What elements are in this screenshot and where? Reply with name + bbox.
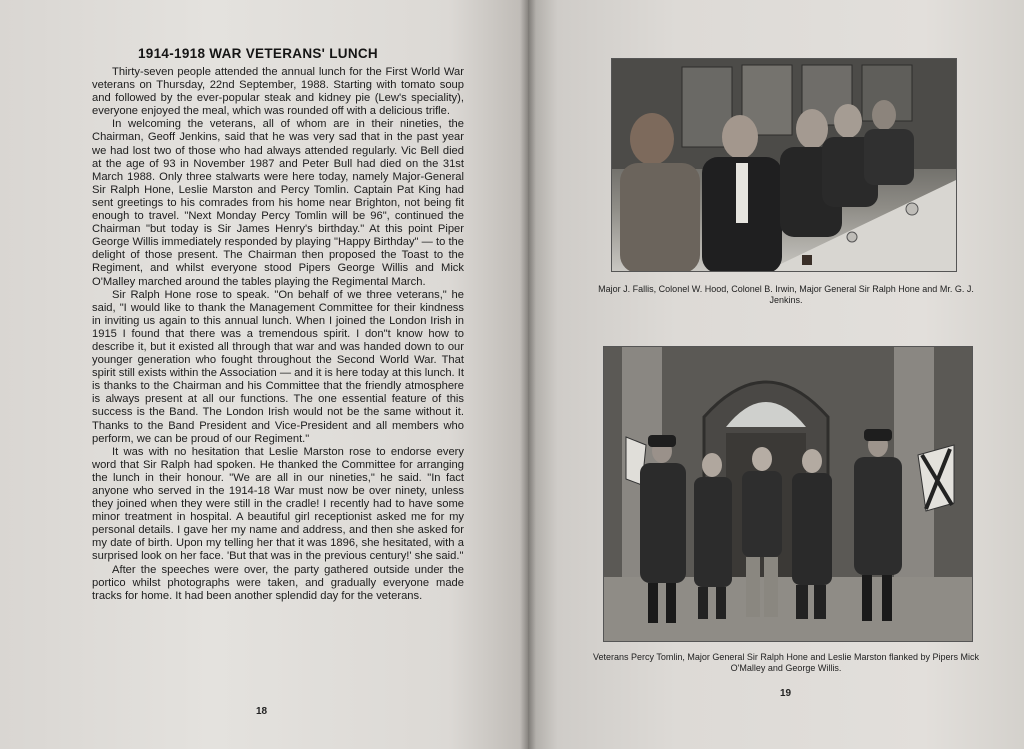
caption-lunch-photo: Major J. Fallis, Colonel W. Hood, Colonel B. Irwin, Major General Sir Ralph Hone and Mr. G. J. Jenkins.	[598, 284, 974, 305]
paragraph-3: Sir Ralph Hone rose to speak. "On behalf of we three veterans," he said, "I would like to thank the Management Committee for their kindness in inviting us again to this annual lunch. When I joined the London Irish in 1915 I found that there was a tremendous spirit. I don"t know how to describe it, but it existed all through that war and was handed down to our younger generation who fought throughout the Second World War. That spirit still exists within the Association — and it is here today at this lunch. It is thanks to the Chairman and his Committee that the friendly atmosphere is always present at all our functions. The one essential feature of this success is the Band. The London Irish would not be the same without it. Thanks to the Band President and Vice-President and all members who perform, we can be proud of our Regiment."	[92, 288, 464, 445]
paragraph-5: After the speeches were over, the party gathered outside under the portico whilst photographs were taken, and gradually everyone made tracks for home. It had been another splendid day for the veterans.	[92, 563, 464, 602]
paragraph-4: It was with no hesitation that Leslie Marston rose to endorse every word that Sir Ralph had spoken. He thanked the Committee for arranging the lunch in their honour. "We are all in our nineties," he said. "In fact anyone who served in the 1914-18 War must now be over ninety, unless they joined when they were still in the cradle! I recently had to have some minor treatment in hospital. A beautiful girl receptionist asked me for my personal details. I gave her my name and address, and then she asked for my date of birth. Upon my telling her that it was 1896, she hesitated, with a surprised look on her face. 'But that was in the previous century!' she said."	[92, 445, 464, 563]
binding-gutter	[520, 0, 536, 749]
portico-group-photo-drawing	[604, 347, 973, 642]
lunch-table-photo	[611, 58, 957, 272]
paragraph-2: In welcoming the veterans, all of whom are in their nineties, the Chairman, Geoff Jenkins, said that he was very sad that in the past year we had lost two of those who had always attended regularly. Vic Bell died at the age of 93 in November 1987 and Peter Bull had died on the 31st March 1988. Only three stalwarts were here today, namely Major-General Sir Ralph Hone, Leslie Marston and Percy Tomlin. Captain Pat King had sent greetings to his comrades from his home near Brighton, not being fit enough to travel. "Next Monday Percy Tomlin will be 96", continued the Chairman "but today is Sir James Henry's birthday." At this point Piper George Willis immediately responded by playing "Happy Birthday" — to the delight of those present. The Chairman then proposed the Toast to the Regiment, and whilst everyone stood Pipers George Willis and Mick O'Malley marched around the tables playing the Regimental March.	[92, 118, 464, 288]
portico-group-photo	[603, 346, 973, 642]
page-number-right: 19	[780, 688, 792, 699]
article-body	[92, 66, 464, 603]
article-title: 1914-1918 WAR VETERANS' LUNCH	[138, 46, 378, 61]
lunch-table-photo-drawing	[612, 59, 957, 272]
caption-portico-photo: Veterans Percy Tomlin, Major General Sir Ralph Hone and Leslie Marston flanked by Pipers Mick O'Malley and George Willis.	[592, 652, 979, 673]
paragraph-1: Thirty-seven people attended the annual lunch for the First World War veterans on Thursday, 22nd September, 1988. Starting with tomato soup and followed by the ever-popular steak and kidney pie (Lew's speciality), everyone enjoyed the meal, which was rounded off with a delicious trifle.	[92, 66, 464, 118]
page-number-left: 18	[256, 706, 268, 717]
